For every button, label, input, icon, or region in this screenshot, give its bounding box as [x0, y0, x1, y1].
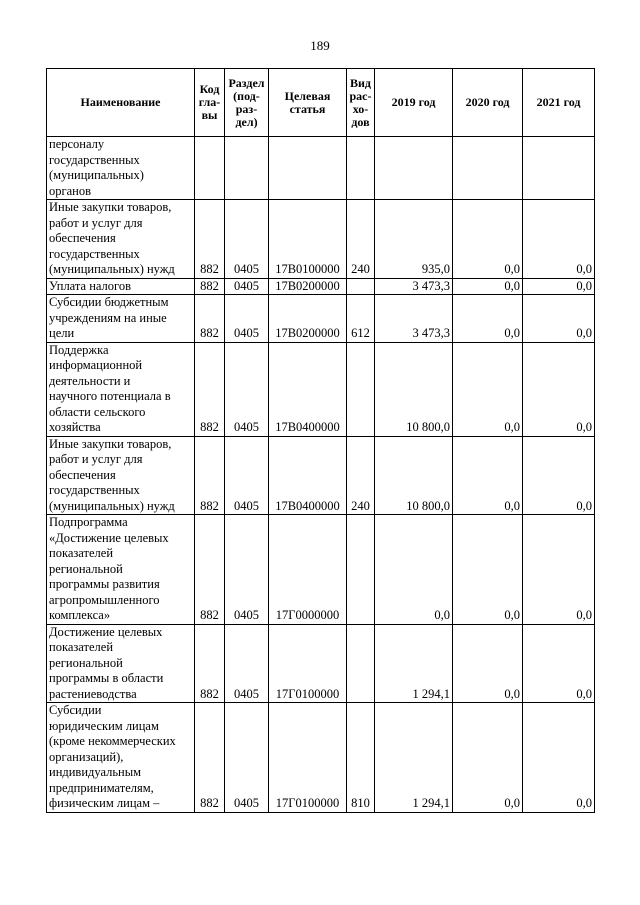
cell-target: 17В0200000 [269, 278, 347, 295]
cell-section: 0405 [225, 295, 269, 343]
cell-2019: 10 800,0 [375, 342, 453, 436]
cell-2021 [523, 137, 595, 200]
table-row [47, 342, 595, 436]
cell-2019: 1 294,1 [375, 703, 453, 813]
cell-code [195, 137, 225, 200]
cell-name: Субсидии юридическим лицам (кроме некоммерческих организаций), индивидуальным предпринимателям, физическим лицам – [47, 703, 195, 813]
cell-target: 17В0400000 [269, 436, 347, 515]
cell-2020 [453, 137, 523, 200]
table-row [47, 624, 595, 703]
cell-2021: 0,0 [523, 278, 595, 295]
cell-2020: 0,0 [453, 200, 523, 279]
cell-2020: 0,0 [453, 624, 523, 703]
table-row [47, 703, 595, 813]
table-row [47, 137, 595, 200]
cell-code: 882 [195, 295, 225, 343]
cell-2021: 0,0 [523, 515, 595, 625]
cell-target: 17В0400000 [269, 342, 347, 436]
cell-target: 17Г0100000 [269, 703, 347, 813]
header-expense: Вид рас- хо- дов [347, 69, 375, 137]
cell-2020: 0,0 [453, 436, 523, 515]
header-code: Код гла- вы [195, 69, 225, 137]
header-2019: 2019 год [375, 69, 453, 137]
cell-code: 882 [195, 200, 225, 279]
cell-target [269, 137, 347, 200]
cell-section: 0405 [225, 515, 269, 625]
cell-section: 0405 [225, 200, 269, 279]
cell-target: 17Г0000000 [269, 515, 347, 625]
cell-expense [347, 137, 375, 200]
cell-name: Иные закупки товаров, работ и услуг для обеспечения государственных (муниципальных) нужд [47, 200, 195, 279]
cell-code: 882 [195, 436, 225, 515]
cell-target: 17В0200000 [269, 295, 347, 343]
cell-expense: 810 [347, 703, 375, 813]
header-section: Раздел (под- раз- дел) [225, 69, 269, 137]
cell-2020: 0,0 [453, 295, 523, 343]
cell-name: Субсидии бюджетным учреждениям на иные цели [47, 295, 195, 343]
header-name: Наименование [47, 69, 195, 137]
cell-section: 0405 [225, 703, 269, 813]
header-2020: 2020 год [453, 69, 523, 137]
cell-name: персоналу государственных (муниципальных) органов [47, 137, 195, 200]
cell-2021: 0,0 [523, 703, 595, 813]
cell-code: 882 [195, 624, 225, 703]
table-row [47, 278, 595, 295]
table-row [47, 200, 595, 279]
cell-expense [347, 624, 375, 703]
cell-section: 0405 [225, 436, 269, 515]
cell-expense [347, 342, 375, 436]
cell-name: Поддержка информационной деятельности и научного потенциала в области сельского хозяйства [47, 342, 195, 436]
cell-2021: 0,0 [523, 342, 595, 436]
cell-2019: 1 294,1 [375, 624, 453, 703]
cell-2019: 935,0 [375, 200, 453, 279]
cell-section: 0405 [225, 624, 269, 703]
cell-code: 882 [195, 342, 225, 436]
header-2021: 2021 год [523, 69, 595, 137]
cell-section: 0405 [225, 342, 269, 436]
cell-2021: 0,0 [523, 436, 595, 515]
cell-2019 [375, 137, 453, 200]
table-row [47, 436, 595, 515]
cell-target: 17В0100000 [269, 200, 347, 279]
cell-expense [347, 278, 375, 295]
table-header-row [47, 69, 595, 137]
cell-name: Уплата налогов [47, 278, 195, 295]
cell-section: 0405 [225, 278, 269, 295]
table-row [47, 515, 595, 625]
cell-2021: 0,0 [523, 295, 595, 343]
cell-expense [347, 515, 375, 625]
header-target: Целевая статья [269, 69, 347, 137]
cell-expense: 240 [347, 436, 375, 515]
cell-2020: 0,0 [453, 515, 523, 625]
cell-name: Подпрограмма «Достижение целевых показателей региональной программы развития агропромышленного комплекса» [47, 515, 195, 625]
page-number: 189 [310, 38, 330, 53]
cell-2019: 0,0 [375, 515, 453, 625]
cell-2019: 3 473,3 [375, 278, 453, 295]
cell-expense: 240 [347, 200, 375, 279]
cell-2020: 0,0 [453, 278, 523, 295]
cell-2020: 0,0 [453, 703, 523, 813]
cell-name: Достижение целевых показателей региональной программы в области растениеводства [47, 624, 195, 703]
cell-name: Иные закупки товаров, работ и услуг для обеспечения государственных (муниципальных) нужд [47, 436, 195, 515]
cell-section [225, 137, 269, 200]
table-body [47, 137, 595, 813]
cell-2019: 3 473,3 [375, 295, 453, 343]
cell-2019: 10 800,0 [375, 436, 453, 515]
cell-code: 882 [195, 515, 225, 625]
cell-code: 882 [195, 278, 225, 295]
cell-code: 882 [195, 703, 225, 813]
cell-target: 17Г0100000 [269, 624, 347, 703]
cell-2021: 0,0 [523, 200, 595, 279]
table-row [47, 295, 595, 343]
cell-2020: 0,0 [453, 342, 523, 436]
cell-expense: 612 [347, 295, 375, 343]
budget-table [46, 68, 595, 813]
cell-2021: 0,0 [523, 624, 595, 703]
